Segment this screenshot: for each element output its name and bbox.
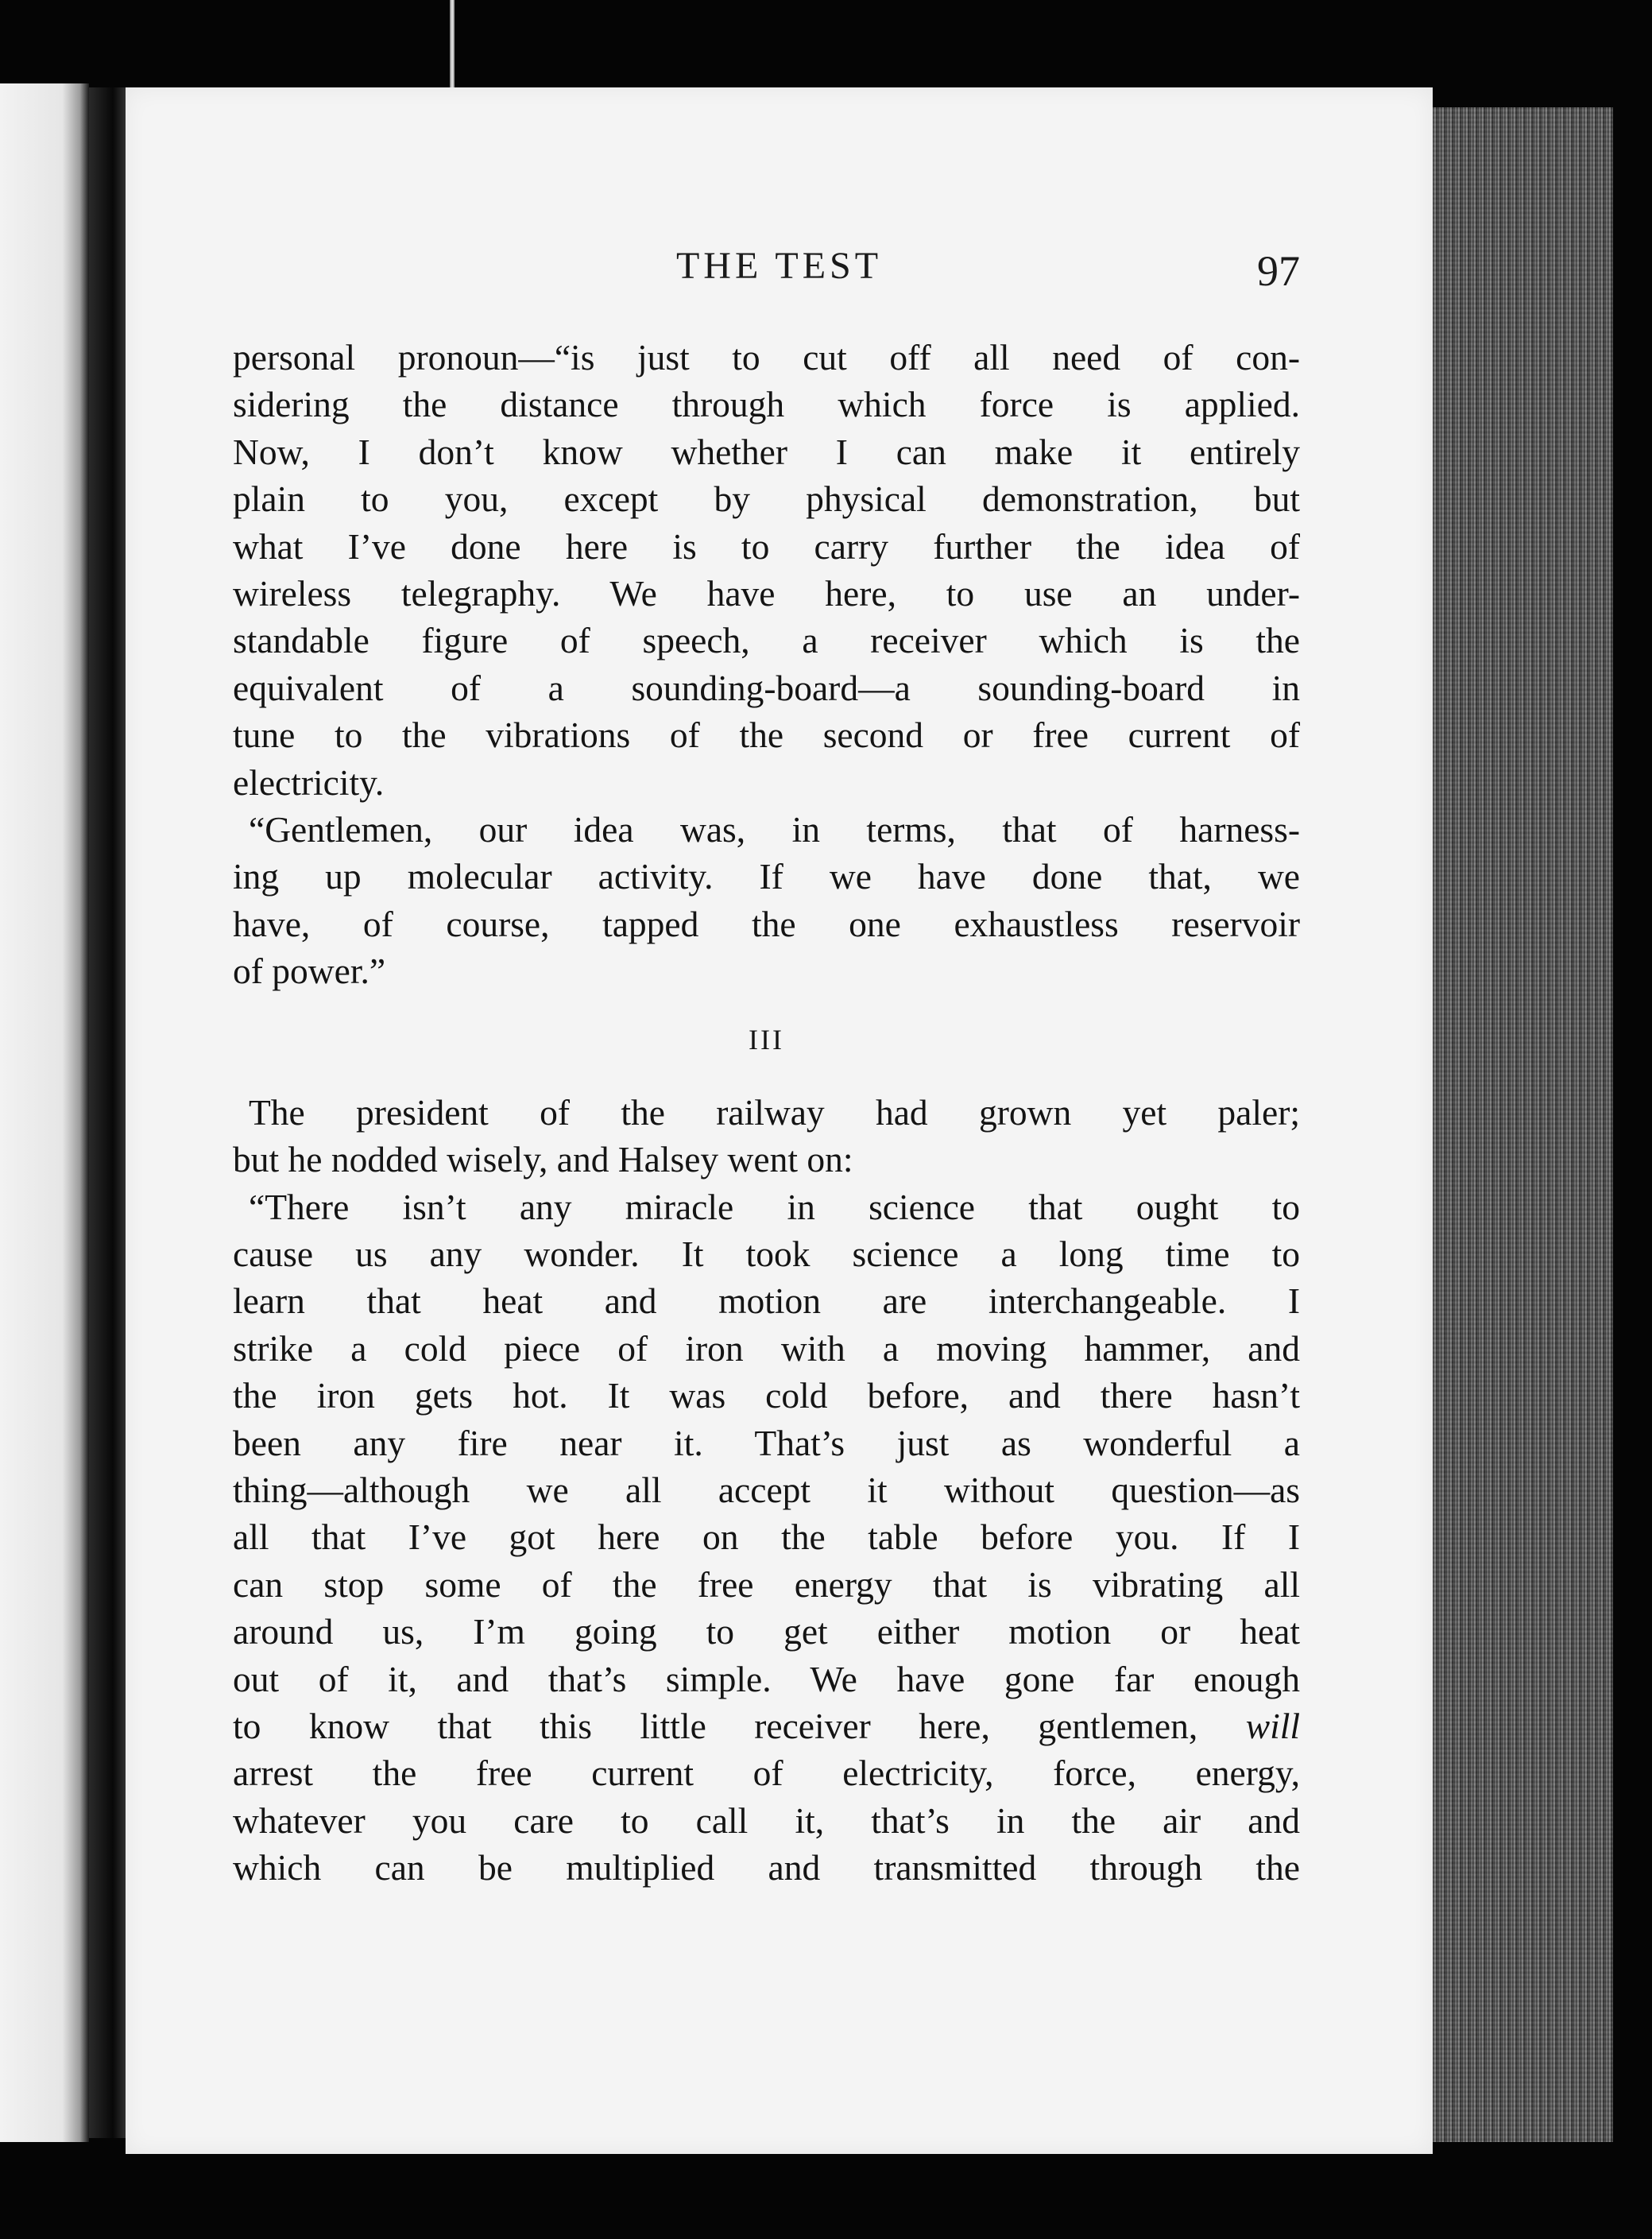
running-head: THE TEST bbox=[675, 245, 883, 287]
text-line: been any fire near it. That’s just as wonderful a bbox=[233, 1422, 1300, 1463]
book-gutter bbox=[89, 87, 129, 2138]
text-line: which can be multiplied and transmitted through the bbox=[233, 1847, 1300, 1888]
text-line: what I’ve done here is to carry further the idea of bbox=[233, 525, 1300, 567]
text-line: cause us any wonder. It took science a long time to bbox=[233, 1233, 1300, 1274]
text-line: equivalent of a sounding-board—a sounding-board in bbox=[233, 667, 1300, 708]
text-line: strike a cold piece of iron with a moving hammer, and bbox=[233, 1327, 1300, 1369]
facing-page-edge bbox=[0, 83, 89, 2142]
text-line: can stop some of the free energy that is vibrating all bbox=[233, 1563, 1300, 1605]
text-line: out of it, and that’s simple. We have gone far enough bbox=[233, 1658, 1300, 1699]
book-page bbox=[126, 87, 1433, 2154]
text-line: ing up molecular activity. If we have done that, we bbox=[233, 856, 1300, 897]
text-line: Now, I don’t know whether I can make it entirely bbox=[233, 431, 1300, 472]
text-line: wireless telegraphy. We have here, to use an under- bbox=[233, 573, 1300, 614]
text-line: “There isn’t any miracle in science that ought to bbox=[249, 1186, 1300, 1227]
text-line: “Gentlemen, our idea was, in terms, that of harness- bbox=[249, 809, 1300, 850]
text-line: electricity. bbox=[233, 761, 385, 803]
text-line: sidering the distance through which force is applied. bbox=[233, 384, 1300, 425]
text-line: plain to you, except by physical demonstration, but bbox=[233, 478, 1300, 520]
text-line: The president of the railway had grown yet paler; bbox=[249, 1091, 1300, 1133]
text-line: around us, I’m going to get either motion or heat bbox=[233, 1611, 1300, 1652]
emphasis-word: will bbox=[1245, 1705, 1300, 1746]
text-line: all that I’ve got here on the table before you. If I bbox=[233, 1517, 1300, 1558]
text-line: standable figure of speech, a receiver which is the bbox=[233, 620, 1300, 661]
text-line: the iron gets hot. It was cold before, and there hasn’t bbox=[233, 1375, 1300, 1416]
bookmark-ribbon bbox=[450, 0, 455, 87]
body-text bbox=[233, 334, 1300, 1892]
section-number: III bbox=[749, 1023, 784, 1056]
text-segment: to know that this little receiver here, gentlemen, bbox=[233, 1705, 1246, 1746]
text-line bbox=[233, 1702, 1300, 1749]
page-number: 97 bbox=[1257, 247, 1300, 295]
text-line: of power.” bbox=[233, 951, 386, 992]
text-line: learn that heat and motion are interchangeable. I bbox=[233, 1280, 1300, 1322]
text-line: have, of course, tapped the one exhaustless reservoir bbox=[233, 903, 1300, 944]
text-line: whatever you care to call it, that’s in the air and bbox=[233, 1799, 1300, 1841]
text-line: thing—although we all accept it without question—as bbox=[233, 1469, 1300, 1510]
page-block-edges bbox=[1422, 107, 1613, 2142]
text-line: personal pronoun—“is just to cut off all need of con- bbox=[233, 337, 1300, 378]
text-line: tune to the vibrations of the second or free current of bbox=[233, 715, 1300, 756]
text-line: but he nodded wisely, and Halsey went on: bbox=[233, 1139, 853, 1180]
text-line: arrest the free current of electricity, force, energy, bbox=[233, 1753, 1300, 1794]
